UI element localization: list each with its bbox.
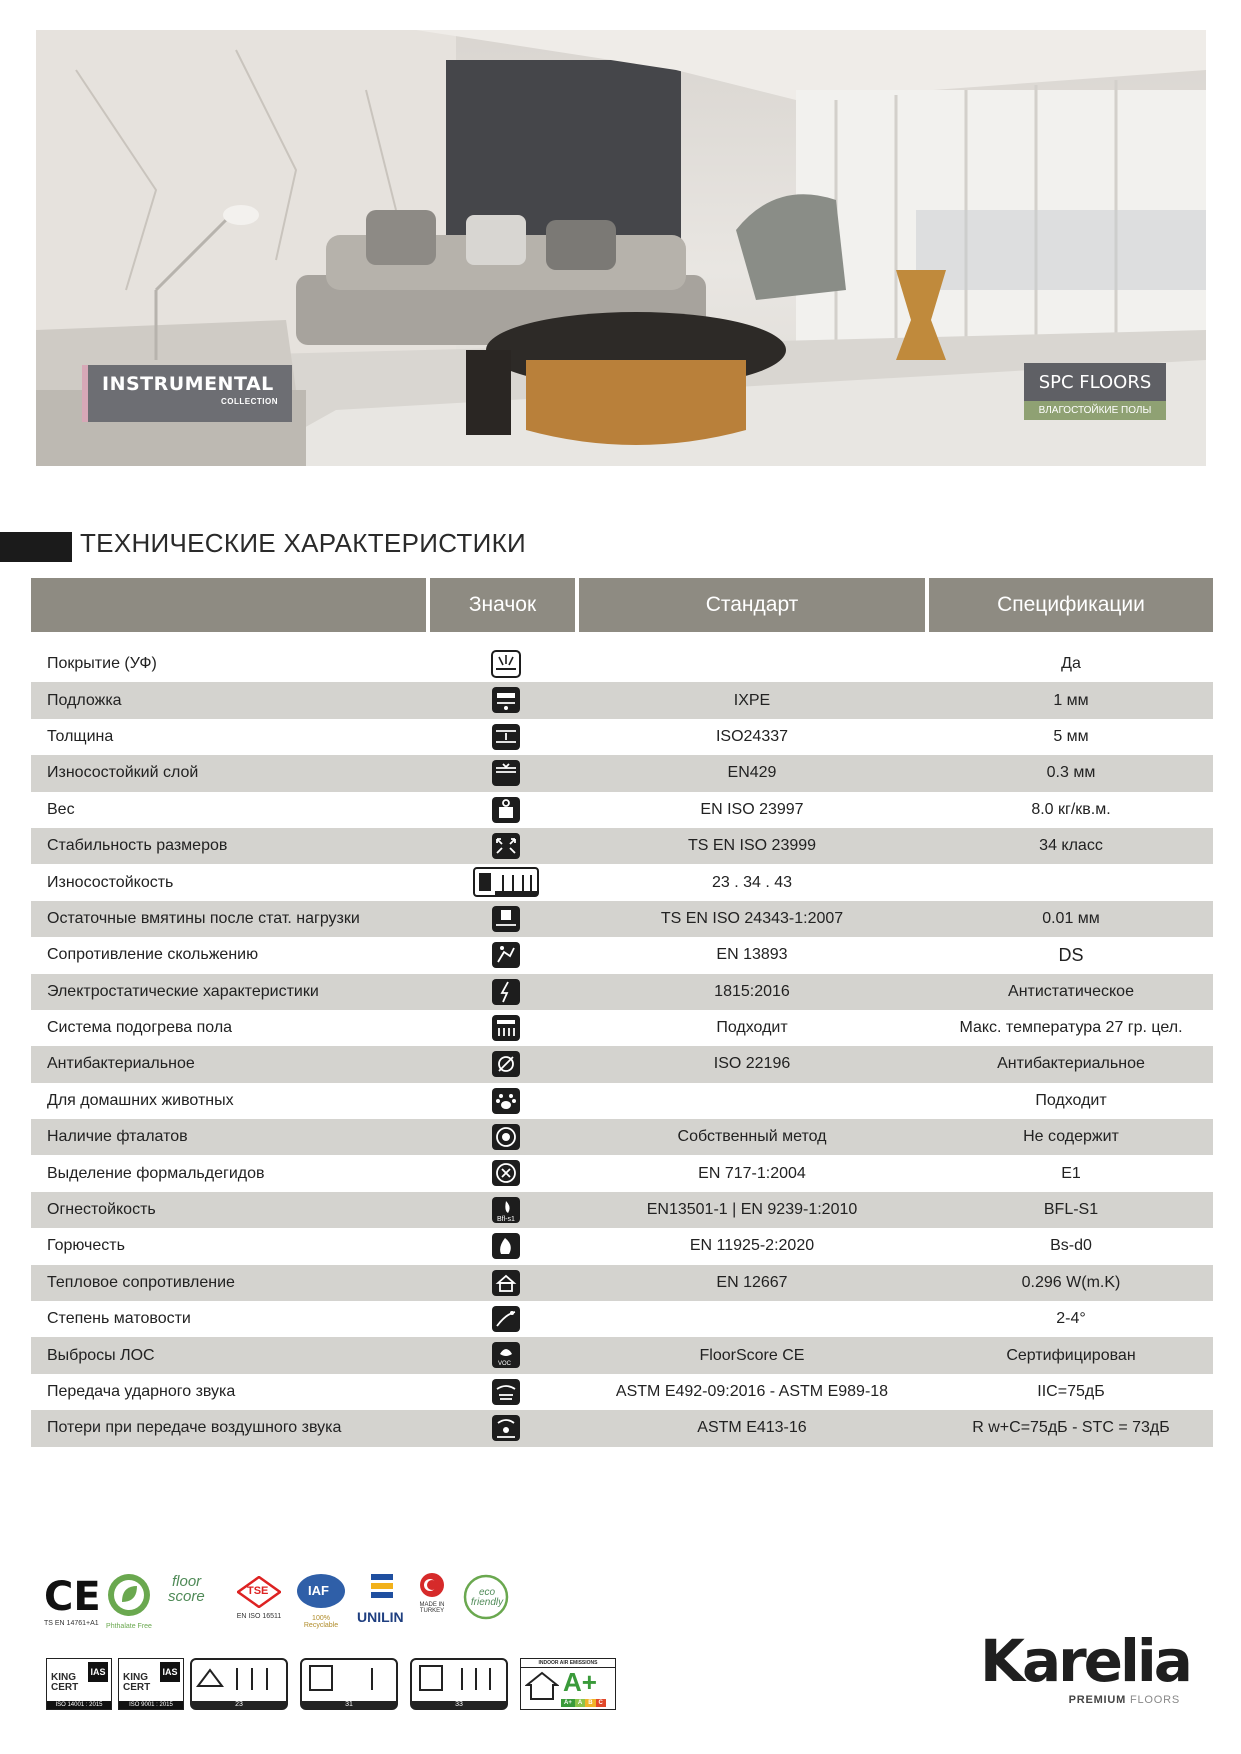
brand-tagline-light: FLOORS — [1129, 1694, 1180, 1706]
indentation-icon — [490, 904, 522, 934]
row-standard: TS EN ISO 23999 — [687, 837, 817, 855]
row-spec: Не содержит — [1023, 1128, 1119, 1146]
row-standard: Собственный метод — [677, 1128, 827, 1146]
row-spec: Bs-d0 — [1050, 1237, 1092, 1255]
quality-logos — [46, 1658, 616, 1712]
collection-badge — [82, 365, 292, 422]
weight-icon — [490, 795, 522, 825]
table-row — [31, 937, 1213, 973]
antistatic-icon — [490, 977, 522, 1007]
brand-tagline-bold: PREMIUM — [1068, 1694, 1127, 1706]
row-standard: 23 . 34 . 43 — [711, 873, 793, 891]
ce-standard: TS EN 14761+A1 — [44, 1620, 99, 1627]
row-name: Тепловое сопротивление — [47, 1273, 235, 1291]
row-spec: 0.296 W(m.K) — [1021, 1273, 1121, 1291]
row-spec: 0.01 мм — [1042, 909, 1100, 927]
row-name: Антибактериальное — [47, 1055, 195, 1073]
product-type: SPC FLOORS — [1024, 363, 1166, 401]
row-name: Выделение формальдегидов — [47, 1164, 265, 1182]
table-row — [31, 1410, 1213, 1446]
underlay-icon — [490, 685, 522, 715]
air-scale-b: B — [585, 1699, 595, 1707]
wear-resistance-icon — [473, 867, 539, 897]
kingcert-14001-label: KING CERT — [51, 1672, 79, 1693]
usage-class-23: 23 — [192, 1701, 286, 1708]
impact-sound-icon — [490, 1377, 522, 1407]
wear-resistance-icon — [473, 867, 539, 897]
row-spec — [929, 864, 1213, 900]
row-spec: Антибактериальное — [997, 1055, 1145, 1073]
ias-badge-1: IAS — [88, 1662, 108, 1682]
air-scale — [561, 1699, 606, 1707]
airborne-sound-icon — [490, 1413, 522, 1443]
usage-class-31: 31 — [302, 1701, 396, 1708]
row-standard: EN 717-1:2004 — [698, 1164, 806, 1182]
row-name: Передача ударного звука — [47, 1383, 236, 1400]
usage-class-31-logo — [300, 1658, 398, 1710]
table-row — [31, 864, 1213, 900]
header-spec: Спецификации — [929, 578, 1213, 632]
formaldehyde-icon — [490, 1158, 522, 1188]
row-standard: EN 13893 — [716, 946, 788, 964]
pet-friendly-icon — [490, 1086, 522, 1116]
row-standard: ISO 22196 — [713, 1055, 791, 1073]
row-standard — [579, 646, 925, 682]
collection-name: INSTRUMENTAL — [102, 373, 274, 395]
table-row — [31, 1337, 1213, 1373]
table-row — [31, 1265, 1213, 1301]
table-row — [31, 1155, 1213, 1191]
product-type-badge — [1024, 363, 1166, 420]
commercial-class-icon — [302, 1660, 396, 1700]
row-spec: Сертифицирован — [1006, 1346, 1136, 1364]
ce-mark: CE — [44, 1574, 101, 1620]
row-standard: EN13501-1 | EN 9239-1:2010 — [646, 1201, 858, 1219]
row-name: Стабильность размеров — [47, 837, 228, 855]
made-in-turkey-logo — [419, 1572, 445, 1623]
row-name: Огнестойкость — [47, 1201, 156, 1219]
flammability-icon — [490, 1231, 522, 1261]
antibacterial-icon — [490, 1049, 522, 1079]
floorscore-logo — [168, 1573, 205, 1605]
usage-class-33: 33 — [412, 1701, 506, 1708]
row-spec: Макс. температура 27 гр. цел. — [959, 1019, 1183, 1037]
phthalate-free-icon — [490, 1122, 522, 1152]
row-spec: E1 — [1061, 1164, 1081, 1182]
air-scale-c: C — [596, 1699, 606, 1707]
row-standard: ISO24337 — [715, 727, 789, 745]
wear-layer-icon — [490, 758, 522, 788]
row-standard: FloorScore CE — [699, 1346, 805, 1364]
eco-friendly-label: eco friendly — [470, 1587, 504, 1608]
usage-class-23-logo — [190, 1658, 288, 1710]
thickness-icon — [490, 722, 522, 752]
table-row — [31, 1301, 1213, 1337]
table-row — [31, 1119, 1213, 1155]
svg-text:VOC: VOC — [498, 1361, 512, 1368]
row-spec: DS — [1058, 944, 1084, 965]
slip-resistance-icon — [490, 940, 522, 970]
iaf-logo — [296, 1572, 346, 1629]
svg-text:Bfl-s1: Bfl-s1 — [497, 1215, 515, 1223]
row-standard: TS EN ISO 24343-1:2007 — [660, 909, 844, 927]
brand-tagline — [980, 1694, 1180, 1706]
table-row — [31, 901, 1213, 937]
row-name: Горючесть — [47, 1237, 125, 1255]
row-spec: Да — [1061, 655, 1081, 673]
iaf-label: IAF — [308, 1583, 329, 1598]
row-spec: 0.3 мм — [1046, 764, 1096, 782]
voc-free-icon — [490, 1340, 522, 1370]
eco-friendly-logo — [462, 1574, 510, 1625]
hero-image — [36, 30, 1206, 466]
table-row — [31, 828, 1213, 864]
air-scale-aplus: A+ — [561, 1699, 575, 1707]
unilin-label: UNILIN — [357, 1609, 404, 1625]
tse-label: TSE — [247, 1585, 269, 1597]
heavy-commercial-class-icon — [412, 1660, 506, 1700]
brand-name: Karelia — [980, 1627, 1190, 1695]
row-standard: EN ISO 23997 — [700, 800, 804, 818]
row-name: Для домашних животных — [47, 1091, 234, 1109]
section-marker — [0, 532, 72, 562]
floorscore-bottom: score — [168, 1588, 205, 1605]
row-spec: Подходит — [1035, 1091, 1107, 1109]
row-name: Система подогрева пола — [47, 1019, 233, 1037]
row-name: Потери при передаче воздушного звука — [47, 1419, 342, 1437]
kingcert-9001-label: KING CERT — [123, 1672, 151, 1693]
row-spec: IIC=75дБ — [1037, 1383, 1105, 1400]
table-row — [31, 1083, 1213, 1119]
residential-class-icon — [192, 1660, 286, 1700]
indoor-air-emissions-logo — [520, 1658, 616, 1710]
made-in-label: MADE IN TURKEY — [419, 1602, 445, 1614]
ias-badge-2: IAS — [160, 1662, 180, 1682]
table-row — [31, 719, 1213, 755]
kingcert-14001-logo — [46, 1658, 112, 1710]
table-header — [31, 578, 1213, 632]
row-spec: 5 мм — [1053, 727, 1089, 745]
row-name: Сопротивление скольжению — [47, 946, 259, 964]
row-spec: 2-4° — [1056, 1310, 1086, 1328]
floorscore-top: floor — [172, 1573, 202, 1590]
phthalate-free-label: Phthalate Free — [106, 1623, 152, 1630]
row-spec: R w+C=75дБ - STC = 73дБ — [972, 1419, 1170, 1437]
table-row — [31, 1010, 1213, 1046]
row-name: Вес — [47, 800, 75, 818]
phthalate-free-logo — [106, 1572, 159, 1630]
gloss-level-icon — [490, 1304, 522, 1334]
dimensional-stability-icon — [490, 831, 522, 861]
floor-heating-icon — [490, 1013, 522, 1043]
row-name: Остаточные вмятины после стат. нагрузки — [47, 909, 360, 927]
table-row — [31, 1046, 1213, 1082]
row-standard: EN 11925-2:2020 — [689, 1237, 815, 1255]
air-rating: A+ — [563, 1667, 597, 1697]
row-name: Покрытие (УФ) — [47, 655, 157, 673]
row-name: Износостойкость — [47, 873, 174, 891]
row-standard — [579, 1301, 925, 1337]
row-standard: EN 12667 — [716, 1273, 788, 1291]
row-standard: IXPE — [733, 691, 771, 709]
row-standard: 1815:2016 — [714, 982, 790, 1000]
table-row — [31, 755, 1213, 791]
section-title: ТЕХНИЧЕСКИЕ ХАРАКТЕРИСТИКИ — [80, 528, 527, 558]
kingcert-14001-std: ISO 14001 : 2015 — [47, 1701, 111, 1709]
row-spec: 8.0 кг/кв.м. — [1031, 800, 1111, 818]
collection-sub: COLLECTION — [221, 397, 278, 406]
unilin-icon — [357, 1572, 407, 1606]
row-standard — [579, 1083, 925, 1119]
header-name — [31, 578, 426, 632]
row-name: Наличие фталатов — [47, 1128, 188, 1146]
table-row — [31, 792, 1213, 828]
row-spec: Антистатическое — [1008, 982, 1134, 1000]
table-row — [31, 646, 1213, 682]
tse-standard: EN ISO 16511 — [236, 1613, 282, 1620]
row-spec: BFL-S1 — [1043, 1201, 1099, 1219]
row-standard: ASTM E492-09:2016 - ASTM E989-18 — [615, 1383, 889, 1400]
row-name: Степень матовости — [47, 1310, 191, 1328]
header-standard: Стандарт — [579, 578, 925, 632]
product-sub: ВЛАГОСТОЙКИЕ ПОЛЫ — [1024, 401, 1166, 420]
kingcert-9001-std: ISO 9001 : 2015 — [119, 1701, 183, 1709]
thermal-resistance-icon — [490, 1268, 522, 1298]
uv-coating-icon — [490, 649, 522, 679]
kingcert-9001-logo — [118, 1658, 184, 1710]
row-spec: 34 класс — [1039, 837, 1103, 855]
unilin-logo — [357, 1572, 407, 1625]
certification-logos — [44, 1572, 524, 1632]
tse-logo — [237, 1576, 284, 1620]
house-icon — [525, 1671, 559, 1701]
row-name: Толщина — [47, 727, 114, 745]
row-name: Выбросы ЛОС — [47, 1346, 155, 1364]
row-name: Подложка — [47, 691, 122, 709]
row-standard: EN429 — [727, 764, 777, 782]
table-row — [31, 682, 1213, 718]
row-standard: Подходит — [716, 1019, 788, 1037]
table-row — [31, 1192, 1213, 1228]
row-name: Электростатические характеристики — [47, 982, 319, 1000]
indoor-air-label: INDOOR AIR EMISSIONS — [521, 1659, 615, 1668]
usage-class-33-logo — [410, 1658, 508, 1710]
table-row — [31, 1228, 1213, 1264]
spec-table — [31, 646, 1213, 1447]
fire-resistance-icon — [490, 1195, 522, 1225]
table-row — [31, 1374, 1213, 1410]
air-scale-a: A — [575, 1699, 585, 1707]
leaf-icon — [106, 1572, 152, 1618]
header-icon: Значок — [430, 578, 575, 632]
brand-logo — [980, 1627, 1190, 1706]
row-standard: ASTM E413-16 — [697, 1419, 807, 1437]
table-row — [31, 974, 1213, 1010]
row-name: Износостойкий слой — [47, 764, 199, 782]
row-spec: 1 мм — [1053, 691, 1089, 709]
iaf-sub: 100% Recyclable — [303, 1615, 339, 1629]
